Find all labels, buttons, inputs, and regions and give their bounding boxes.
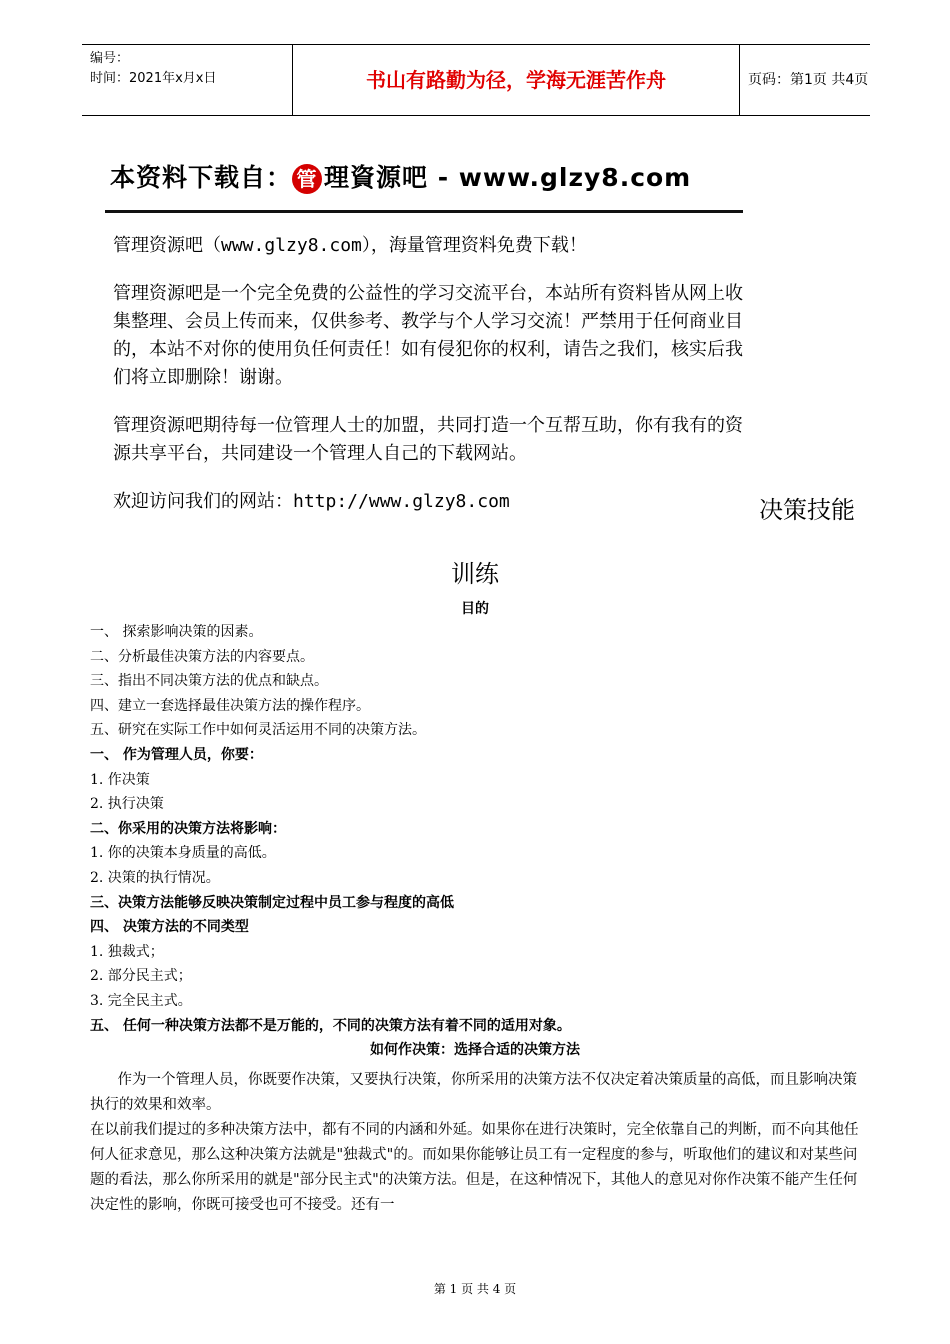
doc-title-part2: 训练: [451, 560, 499, 588]
doc-line: 四、 决策方法的不同类型: [90, 919, 249, 936]
doc-line: 3. 完全民主式。: [90, 992, 192, 1009]
doc-line: 2. 部分民主式；: [90, 968, 192, 985]
id-label: 编号：: [90, 51, 130, 66]
doc-line: 1. 作决策: [90, 771, 150, 788]
banner-paragraph: 管理资源吧期待每一位管理人士的加盟，共同打造一个互帮互助，你有我有的资源共享平台，共同建设一个管理人自己的下载网站。: [113, 415, 743, 464]
doc-line: 五、 任何一种决策方法都不是万能的，不同的决策方法有着不同的适用对象。: [90, 1017, 571, 1034]
logo-icon: 管: [292, 164, 322, 194]
doc-line: 三、指出不同决策方法的优点和缺点。: [90, 673, 328, 690]
doc-line: 四、建立一套选择最佳决策方法的操作程序。: [90, 697, 370, 714]
doc-body-list: [90, 620, 860, 1063]
doc-line: 2. 决策的执行情况。: [90, 869, 220, 886]
section-heading: 如何作决策：选择合适的决策方法: [370, 1042, 580, 1059]
doc-line: 一、 作为管理人员，你要：: [90, 746, 263, 763]
banner-website-line: 欢迎访问我们的网站：http://www.glzy8.com: [113, 491, 510, 512]
doc-line: 一、 探索影响决策的因素。: [90, 624, 263, 640]
doc-line: 二、分析最佳决策方法的内容要点。: [90, 648, 314, 665]
doc-line: 三、决策方法能够反映决策制定过程中员工参与程度的高低: [90, 894, 454, 911]
doc-line: 1. 独裁式；: [90, 943, 164, 960]
header-page-info: 页码：第1页 共4页: [748, 72, 869, 88]
banner-title: [110, 158, 691, 194]
body-paragraph: 在以前我们提过的多种决策方法中，都有不同的内涵和外延。如果你在进行决策时，完全依靠自己的判断，而不向其他任何人征求意见，那么这种决策方法就是"独裁式"的。而如果你能够让员工有一定程度的参与，听取他们的建议和对某些问题的看法，那么你所采用的就是"部分民主式"的决策方法。但是，在这种情况下，其他人的意见对你作决策不能产生任何决定性的影响，你既可接受也可不接受。还有一: [90, 1122, 859, 1213]
doc-line: 二、你采用的决策方法将影响：: [90, 820, 286, 837]
banner-divider: [105, 210, 743, 213]
header-meta: [90, 49, 216, 89]
banner-title-suffix: 理資源吧 - www.glzy8.com: [324, 163, 692, 192]
banner-body: [113, 232, 753, 536]
date-label: 时间：2021年x月x日: [90, 71, 217, 86]
banner-title-prefix: 本资料下载自：: [110, 163, 293, 192]
body-paragraph: 作为一个管理人员，你既要作决策，又要执行决策，你所采用的决策方法不仅决定着决策质量的高低，而且影响决策执行的效果和效率。: [90, 1072, 858, 1113]
doc-line: 1. 你的决策本身质量的高低。: [90, 845, 276, 862]
page-footer: 第 1 页 共 4 页: [433, 1282, 517, 1296]
download-banner: [105, 140, 745, 515]
banner-paragraph: 管理资源吧（www.glzy8.com），海量管理资料免费下载！: [113, 235, 587, 256]
header-motto: 书山有路勤为径，学海无涯苦作舟: [292, 45, 740, 115]
doc-line: 五、研究在实际工作中如何灵活运用不同的决策方法。: [90, 722, 426, 739]
doc-subtitle: 目的: [461, 601, 489, 617]
page-header: [82, 44, 870, 116]
doc-title-part1: 决策技能: [759, 496, 855, 524]
doc-line: 2. 执行决策: [90, 796, 164, 813]
banner-paragraph: 管理资源吧是一个完全免费的公益性的学习交流平台，本站所有资料皆从网上收集整理、会员上传而来，仅供参考、教学与个人学习交流！严禁用于任何商业目的，本站不对你的使用负任何责任！如有侵犯你的权利，请告之我们，核实后我们将立即删除！谢谢。: [113, 283, 743, 388]
